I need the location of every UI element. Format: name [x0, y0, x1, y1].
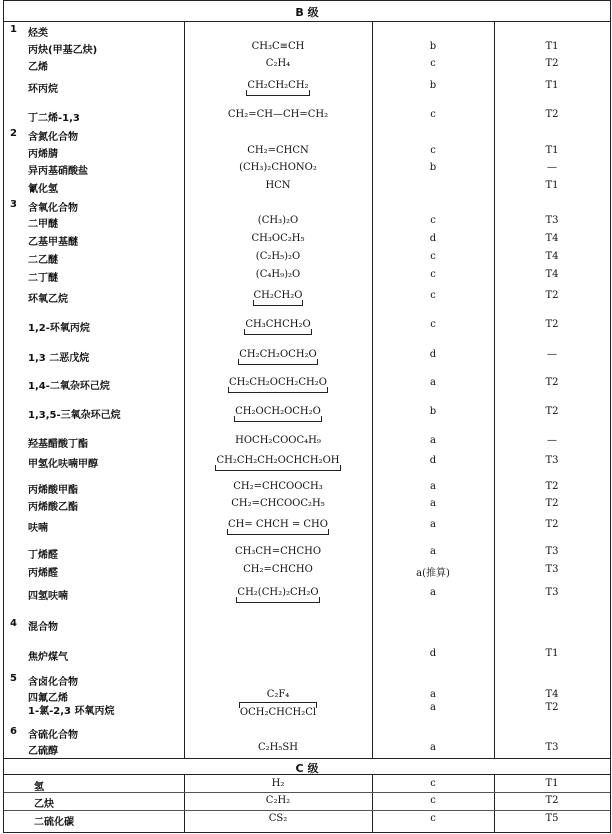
temperature-class: T4	[545, 689, 559, 700]
category-number: 3	[10, 199, 17, 210]
row-divider	[4, 810, 610, 811]
chemical-formula: CS₂	[268, 813, 288, 824]
chemical-formula	[184, 251, 372, 262]
formula-text: HCN	[265, 180, 291, 191]
temperature-class: T4	[545, 251, 559, 262]
substance-name: 环氧乙烷	[28, 294, 68, 305]
explosion-group: b	[429, 406, 437, 417]
explosion-group: c	[430, 109, 436, 120]
temperature-class: T2	[545, 481, 559, 492]
substance-name: 呋喃	[28, 523, 48, 534]
explosion-group: a	[430, 546, 436, 557]
formula-text: OCH₂CHCH₂Cl	[237, 702, 319, 718]
category-name: 含氮化合物	[28, 132, 78, 143]
divider	[4, 774, 610, 775]
substance-name: 氢	[34, 782, 44, 793]
grade-b-header: B 级	[295, 6, 319, 19]
substance-name: 四氟乙烯	[28, 693, 68, 704]
chemical-formula	[184, 290, 372, 306]
explosion-group: a	[430, 689, 436, 700]
explosion-group: d	[429, 455, 437, 466]
substance-name: 焦炉煤气	[28, 652, 68, 663]
temperature-class: T3	[545, 215, 559, 226]
chemical-formula	[184, 377, 372, 393]
substance-name: 四氢呋喃	[28, 591, 68, 602]
formula-text: C₂H₅SH	[258, 742, 298, 753]
chemical-formula	[184, 80, 372, 96]
substance-name: 二丁醚	[28, 273, 58, 284]
chemical-formula	[184, 162, 372, 173]
divider	[4, 758, 610, 759]
temperature-class: T3	[545, 587, 559, 598]
temperature-class: T1	[545, 41, 559, 52]
substance-name: 1,2-环氧丙烷	[28, 323, 90, 334]
formula-text: CH= CHCH = CHO	[225, 519, 331, 535]
explosion-group: a	[430, 435, 436, 446]
temperature-class: T2	[545, 519, 559, 530]
row-divider	[4, 792, 610, 793]
formula-text: HOCH₂COOC₄H₉	[235, 435, 321, 446]
explosion-group: c	[430, 795, 436, 806]
formula-text: CH₃CH=CHCHO	[234, 546, 322, 557]
category-name: 混合物	[28, 622, 58, 633]
category-name: 含卤化合物	[28, 677, 78, 688]
substance-name: 丁二烯-1,3	[28, 113, 80, 124]
temperature-class: T1	[545, 180, 559, 191]
chemical-formula	[184, 349, 372, 365]
substance-name: 乙烯	[28, 62, 48, 73]
substance-name: 乙硫醇	[28, 746, 58, 757]
temperature-class: T1	[545, 648, 559, 659]
explosion-group: c	[430, 215, 436, 226]
temperature-class: T2	[545, 795, 559, 806]
temperature-class: T2	[545, 377, 559, 388]
formula-text: CH₂=CHCOOCH₃	[233, 481, 323, 492]
formula-text: C₂F₄	[266, 689, 290, 700]
formula-text: (CH₃)₂O	[257, 215, 299, 226]
formula-text: CH₂CH₂OCH₂O	[236, 349, 320, 365]
temperature-class: T3	[545, 455, 559, 466]
substance-name: 丙烯醛	[28, 568, 58, 579]
temperature-class: T4	[545, 269, 559, 280]
substance-name: 丙烯酸乙酯	[28, 502, 78, 513]
formula-text: CH₂=CHCOOC₂H₅	[231, 498, 325, 509]
substance-name: 异丙基硝酸盐	[28, 166, 88, 177]
explosion-group: a	[430, 702, 436, 713]
divider	[4, 21, 610, 22]
explosion-group: b	[429, 41, 437, 52]
substance-name: 丙烯腈	[28, 149, 58, 160]
substance-name: 二硫化碳	[34, 817, 74, 828]
category-name: 烃类	[28, 28, 48, 39]
explosion-group: a(推算)	[416, 568, 450, 579]
explosion-group: c	[430, 58, 436, 69]
temperature-class: T3	[545, 742, 559, 753]
explosion-group: c	[430, 145, 436, 156]
chemical-formula	[184, 702, 372, 718]
chemical-formula	[184, 498, 372, 509]
explosion-group: a	[430, 481, 436, 492]
formula-text: CH₃C≡CH	[251, 41, 305, 52]
substance-name: 丙炔(甲基乙炔)	[28, 45, 98, 56]
temperature-class: T1	[545, 80, 559, 91]
substance-name: 环丙烷	[28, 84, 58, 95]
chemical-formula: C₂H₂	[265, 795, 291, 806]
explosion-group: b	[429, 80, 437, 91]
substance-name: 羟基醋酸丁酯	[28, 439, 88, 450]
explosion-group: c	[430, 319, 436, 330]
temperature-class: T2	[545, 702, 559, 713]
temperature-class: T2	[545, 319, 559, 330]
temperature-class: T1	[545, 778, 559, 789]
category-name: 含氧化合物	[28, 203, 78, 214]
substance-name: 1,3,5-三氧杂环己烷	[28, 410, 121, 421]
formula-text: CH₂=CHCN	[247, 145, 309, 156]
category-number: 2	[10, 128, 17, 139]
grade-c-header: C 级	[295, 762, 319, 775]
gas-classification-table	[3, 0, 611, 833]
formula-text: CH₂CH₂OCH₂CH₂O	[226, 377, 330, 393]
category-name: 含硫化合物	[28, 730, 78, 741]
formula-text: C₂H₄	[265, 58, 291, 69]
substance-name: 二乙醚	[28, 255, 58, 266]
substance-name: 氰化氢	[28, 184, 58, 195]
formula-text: CH₃CHCH₂O	[242, 319, 313, 335]
temperature-class: T5	[545, 813, 559, 824]
substance-name: 丙烯酸甲酯	[28, 485, 78, 496]
substance-name: 1,4-二氧杂环己烷	[28, 381, 110, 392]
explosion-group: a	[430, 498, 436, 509]
explosion-group: c	[430, 813, 436, 824]
chemical-formula	[184, 41, 372, 52]
chemical-formula	[184, 58, 372, 69]
chemical-formula	[184, 587, 372, 603]
formula-text: CH₂(CH₂)₂CH₂O	[234, 587, 321, 603]
explosion-group: c	[430, 269, 436, 280]
chemical-formula	[184, 742, 372, 753]
explosion-group: a	[430, 377, 436, 388]
temperature-class: T2	[545, 58, 559, 69]
temperature-class: T2	[545, 498, 559, 509]
formula-text: (C₄H₉)₂O	[255, 269, 301, 280]
explosion-group: d	[429, 233, 437, 244]
chemical-formula	[184, 180, 372, 191]
explosion-group: d	[429, 349, 437, 360]
explosion-group: c	[430, 251, 436, 262]
explosion-group: d	[429, 648, 437, 659]
chemical-formula	[184, 319, 372, 335]
substance-name: 二甲醚	[28, 219, 58, 230]
temperature-class: T3	[545, 564, 559, 575]
chemical-formula	[184, 564, 372, 575]
explosion-group: a	[430, 519, 436, 530]
formula-text: CH₂CH₂CH₂	[244, 80, 311, 96]
temperature-class: —	[547, 349, 557, 360]
explosion-group: a	[430, 742, 436, 753]
substance-name: 乙基甲基醚	[28, 237, 78, 248]
chemical-formula	[184, 455, 372, 471]
substance-name: 丁烯醛	[28, 550, 58, 561]
formula-text: CH₃OC₂H₅	[251, 233, 305, 244]
chemical-formula	[184, 689, 372, 700]
chemical-formula	[184, 233, 372, 244]
explosion-group: c	[430, 290, 436, 301]
temperature-class: T1	[545, 145, 559, 156]
temperature-class: T2	[545, 406, 559, 417]
temperature-class: —	[547, 435, 557, 446]
formula-text: CH₂OCH₂OCH₂O	[232, 406, 324, 422]
substance-name: 甲氢化呋喃甲醇	[28, 459, 98, 470]
substance-name: 1,3 二恶戊烷	[28, 353, 90, 364]
temperature-class: —	[547, 162, 557, 173]
substance-name: 1-氯-2,3 环氧丙烷	[28, 706, 115, 717]
chemical-formula	[184, 269, 372, 280]
temperature-class: T3	[545, 546, 559, 557]
category-number: 1	[10, 24, 17, 35]
temperature-class: T2	[545, 290, 559, 301]
chemical-formula	[184, 435, 372, 446]
chemical-formula	[184, 215, 372, 226]
temperature-class: T4	[545, 233, 559, 244]
chemical-formula	[184, 406, 372, 422]
formula-text: CH₂CH₂CH₂OCHCH₂OH	[213, 455, 342, 471]
chemical-formula	[184, 109, 372, 120]
table-top-border	[4, 0, 610, 1]
formula-text: CH₂CH₂O	[251, 290, 306, 306]
category-number: 4	[10, 618, 17, 629]
formula-text: CH₂=CHCHO	[243, 564, 313, 575]
explosion-group: c	[430, 778, 436, 789]
chemical-formula	[184, 481, 372, 492]
substance-name: 乙炔	[34, 799, 54, 810]
chemical-formula	[184, 546, 372, 557]
category-number: 6	[10, 726, 17, 737]
formula-text: (C₂H₅)₂O	[255, 251, 301, 262]
explosion-group: b	[429, 162, 437, 173]
chemical-formula: H₂	[271, 778, 285, 789]
formula-text: CH₂=CH—CH=CH₂	[227, 109, 329, 120]
explosion-group: a	[430, 587, 436, 598]
formula-text: (CH₃)₂CHONO₂	[239, 162, 317, 173]
chemical-formula	[184, 519, 372, 535]
category-number: 5	[10, 673, 17, 684]
chemical-formula	[184, 145, 372, 156]
temperature-class: T2	[545, 109, 559, 120]
